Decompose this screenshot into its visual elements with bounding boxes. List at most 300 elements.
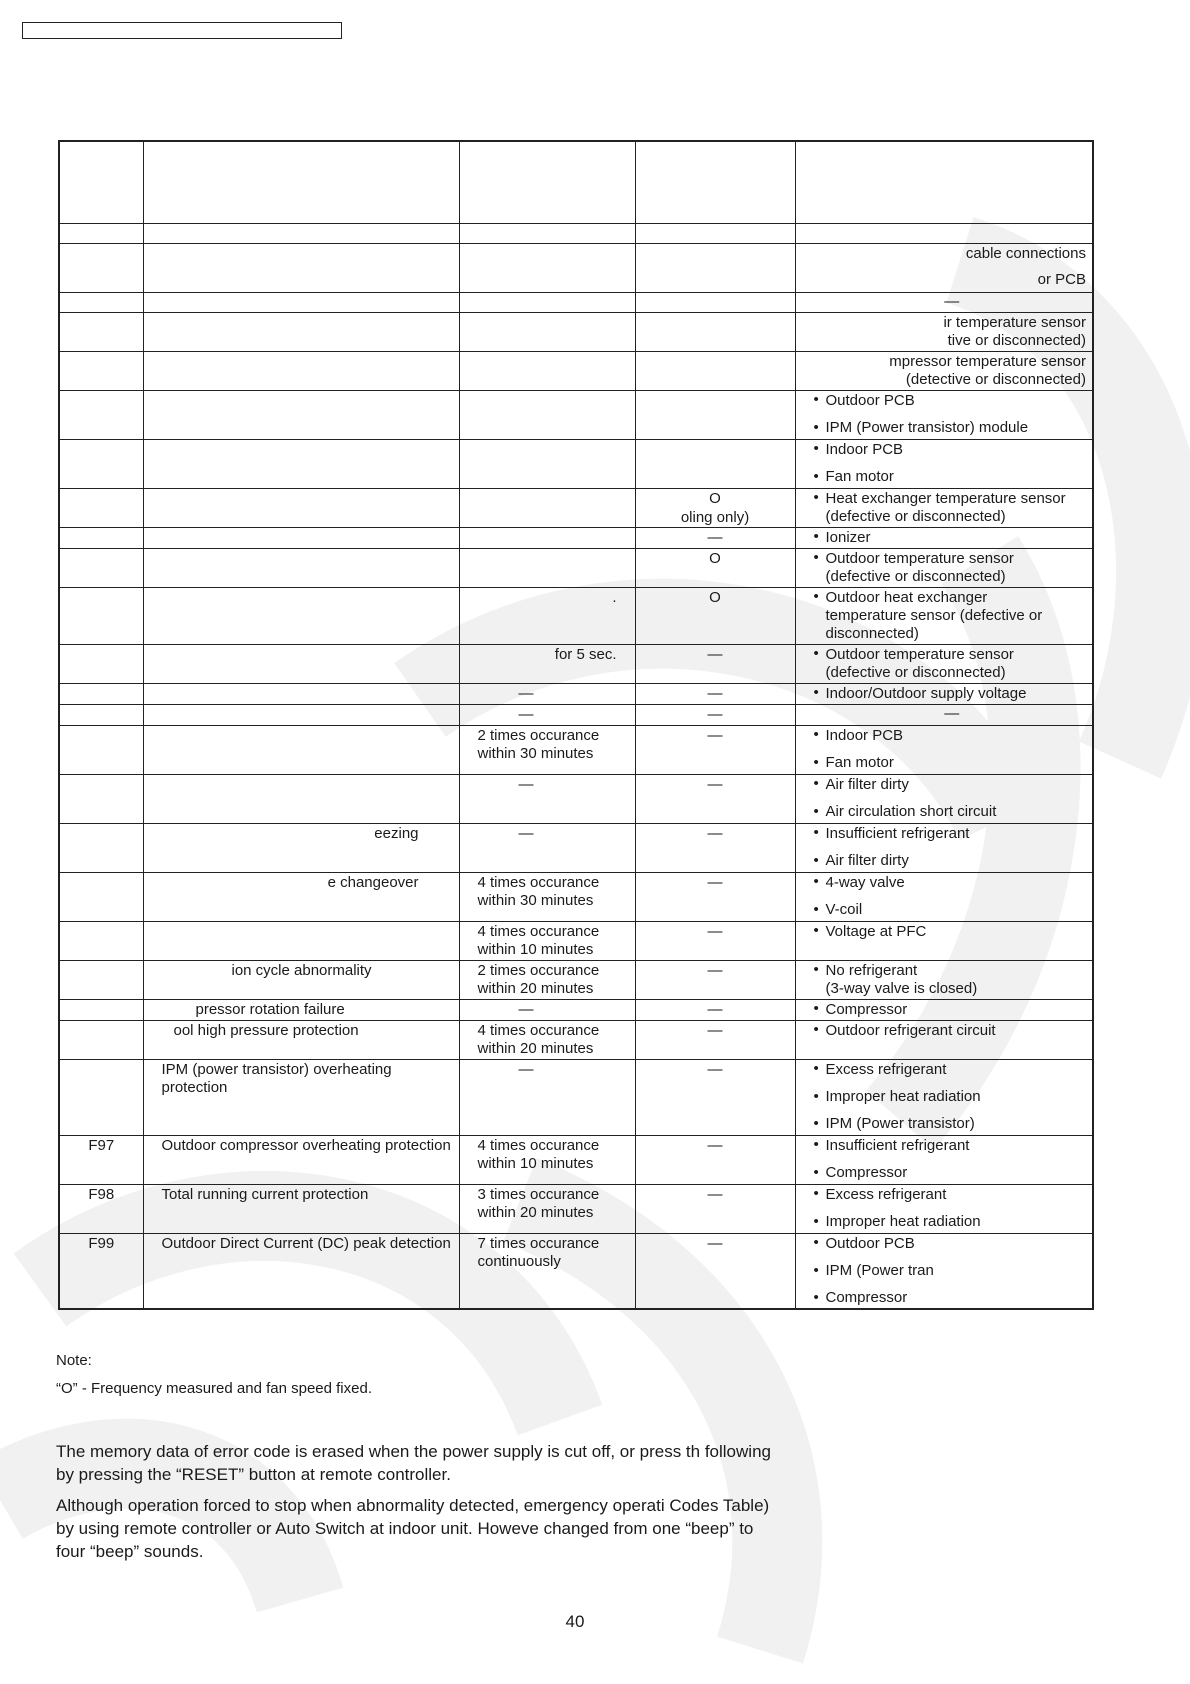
error-code: F98: [88, 1185, 115, 1203]
causes-cell: [795, 292, 1093, 312]
judgement-criteria: [478, 528, 635, 530]
judgement-criteria: .: [612, 588, 617, 606]
operation-mark: —: [707, 726, 723, 744]
error-code-cell: [59, 1135, 143, 1184]
cause-item: • Air circulation short circuit: [812, 803, 1093, 821]
causes-cell: [795, 312, 1093, 351]
operation-mark: O: [709, 588, 721, 606]
error-code-cell: [59, 1184, 143, 1233]
cause-item: • Air filter dirty: [812, 852, 1093, 870]
error-description: ool high pressure protection: [173, 1021, 359, 1039]
operation-mark: —: [707, 1021, 723, 1039]
operation-cell: [635, 1184, 795, 1233]
error-code-cell: [59, 548, 143, 587]
judgement-criteria: [478, 313, 635, 315]
cause-item: • IPM (Power tran: [812, 1262, 1093, 1280]
cause-item: • Outdoor refrigerant circuit: [812, 1021, 1093, 1040]
operation-cell: [635, 823, 795, 872]
judgement-cell: [459, 872, 635, 921]
judgement-cell: [459, 439, 635, 488]
operation-mark: —: [707, 1000, 723, 1018]
judgement-cell: [459, 527, 635, 548]
error-code-cell: [59, 1020, 143, 1059]
error-code: [60, 705, 143, 707]
error-code: [60, 588, 143, 590]
error-code: [60, 391, 143, 393]
judgement-cell: [459, 774, 635, 823]
description-cell: [143, 683, 459, 704]
description-cell: [143, 1184, 459, 1233]
judgement-cell: [459, 390, 635, 439]
judgement-criteria: —: [518, 824, 534, 842]
table-row: [59, 390, 1093, 439]
error-description: [162, 705, 459, 707]
description-cell: [143, 774, 459, 823]
error-code-cell: [59, 683, 143, 704]
description-cell: [143, 312, 459, 351]
cause-fragment: tive or disconnected): [947, 331, 1086, 349]
judgement-cell: [459, 141, 635, 223]
description-cell: [143, 725, 459, 774]
judgement-criteria: [478, 142, 635, 144]
description-cell: [143, 1135, 459, 1184]
operation-cell: [635, 439, 795, 488]
operation-cell: [635, 587, 795, 644]
operation-mark: —: [707, 961, 723, 979]
emergency-paragraph: Although operation forced to stop when abnormality detected, emergency operati Codes Table) by using remote controller or Auto Switch at indoor unit. Howeve changed from one “beep” to four “beep” sounds.: [56, 1496, 770, 1561]
description-cell: [143, 960, 459, 999]
table-row: [59, 1020, 1093, 1059]
description-cell: [143, 921, 459, 960]
judgement-criteria: 3 times occurance within 20 minutes: [477, 1185, 600, 1221]
cause-item: • Insufficient refrigerant: [812, 1136, 1093, 1155]
cause-item: • Indoor PCB: [812, 440, 1093, 459]
error-description: Outdoor Direct Current (DC) peak detection: [161, 1234, 451, 1252]
error-description: [162, 440, 459, 442]
operation-mark: [636, 313, 795, 315]
error-code: [60, 1021, 143, 1023]
causes-cell: [795, 390, 1093, 439]
error-code: [60, 313, 143, 315]
table-row: [59, 1233, 1093, 1309]
description-cell: [143, 1233, 459, 1309]
operation-cell: [635, 704, 795, 725]
operation-mark: —: [707, 1136, 723, 1154]
judgement-criteria: [478, 440, 635, 442]
error-code: [60, 961, 143, 963]
operation-cell: [635, 960, 795, 999]
operation-mark: —: [707, 824, 723, 842]
cause-item: • Indoor PCB: [812, 726, 1093, 745]
operation-mark: [636, 293, 795, 295]
error-code-cell: [59, 921, 143, 960]
causes-cell: [795, 243, 1093, 292]
description-cell: [143, 141, 459, 223]
error-description: Outdoor compressor overheating protection: [161, 1136, 451, 1154]
cause-fragment: or PCB: [1037, 270, 1086, 288]
table-row: [59, 292, 1093, 312]
description-cell: [143, 548, 459, 587]
error-code-cell: [59, 351, 143, 390]
page-number: 40: [565, 1612, 585, 1631]
cause-dash: —: [944, 292, 960, 310]
causes-cell: [795, 1135, 1093, 1184]
error-description: ion cycle abnormality: [231, 961, 372, 979]
description-cell: [143, 872, 459, 921]
operation-cell: [635, 872, 795, 921]
operation-mark: —: [707, 528, 723, 546]
operation-cell: [635, 1059, 795, 1135]
judgement-cell: [459, 292, 635, 312]
judgement-cell: [459, 548, 635, 587]
cause-item: • 4-way valve: [812, 873, 1093, 892]
causes-cell: [795, 872, 1093, 921]
operation-cell: [635, 223, 795, 243]
causes-cell: [795, 704, 1093, 725]
error-code-cell: [59, 872, 143, 921]
causes-cell: [795, 823, 1093, 872]
causes-cell: [795, 527, 1093, 548]
error-code: [60, 224, 143, 226]
error-code-cell: [59, 312, 143, 351]
error-description: [162, 726, 459, 728]
table-row: [59, 488, 1093, 527]
operation-cell: [635, 774, 795, 823]
operation-cell: [635, 725, 795, 774]
error-code: [60, 142, 143, 144]
note-text: “O” - Frequency measured and fan speed fixed.: [56, 1380, 372, 1397]
error-code-cell: [59, 774, 143, 823]
cause-continuation: (3-way valve is closed): [825, 979, 978, 997]
judgement-criteria: 7 times occurance continuously: [477, 1234, 600, 1270]
judgement-cell: [459, 312, 635, 351]
error-description: [162, 684, 459, 686]
error-description: [162, 293, 459, 295]
error-code: [60, 528, 143, 530]
causes-cell: [795, 1020, 1093, 1059]
error-code-cell: [59, 223, 143, 243]
table-row: [59, 704, 1093, 725]
cause-item: • Compressor: [812, 1289, 1093, 1307]
cause-item: • Air filter dirty: [812, 775, 1093, 794]
judgement-criteria: —: [518, 1060, 534, 1078]
table-row: [59, 243, 1093, 292]
operation-mark: [636, 440, 795, 442]
operation-cell: [635, 1020, 795, 1059]
causes-cell: [795, 1233, 1093, 1309]
table-row: [59, 921, 1093, 960]
error-code: [60, 293, 143, 295]
description-cell: [143, 587, 459, 644]
judgement-criteria: [478, 391, 635, 393]
description-cell: [143, 223, 459, 243]
table-row: [59, 999, 1093, 1020]
operation-cell: [635, 243, 795, 292]
error-code-cell: [59, 823, 143, 872]
error-description: Total running current protection: [161, 1185, 369, 1203]
cause-item: • Outdoor temperature sensor: [812, 549, 1093, 568]
operation-cell: [635, 292, 795, 312]
description-cell: [143, 488, 459, 527]
table-row: [59, 351, 1093, 390]
cause-item: • V-coil: [812, 901, 1093, 919]
cause-item: • Fan motor: [812, 754, 1093, 772]
table-row: [59, 774, 1093, 823]
operation-cell: [635, 527, 795, 548]
judgement-cell: [459, 921, 635, 960]
judgement-criteria: [478, 293, 635, 295]
judgement-criteria: [478, 549, 635, 551]
cause-item: • Compressor: [812, 1164, 1093, 1182]
causes-cell: [795, 439, 1093, 488]
judgement-cell: [459, 823, 635, 872]
cause-item: • Insufficient refrigerant: [812, 824, 1093, 843]
operation-mark: [636, 142, 795, 144]
judgement-criteria: 4 times occurance within 10 minutes: [477, 1136, 600, 1172]
operation-cell: [635, 1233, 795, 1309]
operation-mark: [636, 224, 795, 226]
error-code-cell: [59, 1059, 143, 1135]
causes-cell: [795, 141, 1093, 223]
operation-note: oling only): [680, 508, 750, 526]
operation-cell: [635, 999, 795, 1020]
error-code-cell: [59, 999, 143, 1020]
error-description: [162, 922, 459, 924]
error-code: [60, 775, 143, 777]
operation-mark: [636, 352, 795, 354]
judgement-criteria: [478, 224, 635, 226]
operation-cell: [635, 644, 795, 683]
cause-item: • No refrigerant: [812, 961, 1093, 980]
judgement-cell: [459, 587, 635, 644]
judgement-cell: [459, 1184, 635, 1233]
error-code-cell: [59, 439, 143, 488]
operation-mark: —: [707, 922, 723, 940]
judgement-cell: [459, 1020, 635, 1059]
description-cell: [143, 999, 459, 1020]
error-code-cell: [59, 704, 143, 725]
causes-cell: [795, 223, 1093, 243]
operation-mark: [636, 244, 795, 246]
causes-cell: [795, 1059, 1093, 1135]
causes-cell: [795, 960, 1093, 999]
error-code-cell: [59, 960, 143, 999]
operation-cell: [635, 921, 795, 960]
judgement-criteria: 4 times occurance within 10 minutes: [477, 922, 600, 958]
description-cell: [143, 527, 459, 548]
table-row: [59, 1059, 1093, 1135]
error-code: [60, 684, 143, 686]
judgement-cell: [459, 1135, 635, 1184]
error-code: [60, 244, 143, 246]
error-code: [60, 1000, 143, 1002]
table-row: [59, 683, 1093, 704]
error-code: [60, 726, 143, 728]
judgement-cell: [459, 999, 635, 1020]
error-description: [162, 352, 459, 354]
operation-mark: —: [707, 1185, 723, 1203]
error-code: [60, 873, 143, 875]
cause-item: • Outdoor temperature sensor: [812, 645, 1093, 664]
error-description: pressor rotation failure: [195, 1000, 345, 1018]
error-description: [162, 528, 459, 530]
description-cell: [143, 704, 459, 725]
description-cell: [143, 1020, 459, 1059]
operation-mark: [636, 391, 795, 393]
table-row: [59, 548, 1093, 587]
error-code-cell: [59, 587, 143, 644]
operation-cell: [635, 683, 795, 704]
cause-item: • Excess refrigerant: [812, 1185, 1093, 1204]
judgement-criteria: —: [518, 684, 534, 702]
operation-mark: —: [707, 1060, 723, 1078]
cause-item: • Improper heat radiation: [812, 1213, 1093, 1231]
cause-fragment: (detective or disconnected): [905, 370, 1086, 388]
error-code: [60, 352, 143, 354]
error-code: [60, 824, 143, 826]
error-code-cell: [59, 488, 143, 527]
cause-item: • IPM (Power transistor) module: [812, 419, 1093, 437]
table-row: [59, 223, 1093, 243]
causes-cell: [795, 548, 1093, 587]
error-code-cell: [59, 725, 143, 774]
cause-continuation: (defective or disconnected): [825, 663, 1006, 681]
error-code: [60, 922, 143, 924]
judgement-criteria: 4 times occurance within 20 minutes: [477, 1021, 600, 1057]
judgement-cell: [459, 351, 635, 390]
causes-cell: [795, 774, 1093, 823]
operation-cell: [635, 488, 795, 527]
cause-item: • Indoor/Outdoor supply voltage: [812, 684, 1093, 703]
operation-cell: [635, 312, 795, 351]
table-row: [59, 1184, 1093, 1233]
error-description: IPM (power transistor) overheating protection: [161, 1060, 392, 1096]
table-row: [59, 527, 1093, 548]
error-description: [162, 313, 459, 315]
operation-cell: [635, 141, 795, 223]
header-box: [22, 22, 342, 39]
description-cell: [143, 243, 459, 292]
judgement-cell: [459, 704, 635, 725]
error-description: [162, 645, 459, 647]
judgement-criteria: [478, 244, 635, 246]
judgement-cell: [459, 243, 635, 292]
error-description: [162, 142, 459, 144]
cause-continuation: (defective or disconnected): [825, 567, 1006, 585]
description-cell: [143, 292, 459, 312]
operation-mark: —: [707, 873, 723, 891]
description-cell: [143, 439, 459, 488]
error-code-cell: [59, 1233, 143, 1309]
judgement-criteria: [478, 352, 635, 354]
memory-paragraph: The memory data of error code is erased when the power supply is cut off, or press th following by pressing the “RESET” button at remote controller.: [56, 1442, 771, 1484]
judgement-cell: [459, 488, 635, 527]
error-code-cell: [59, 292, 143, 312]
error-description: e changeover: [327, 873, 419, 891]
table-row: [59, 1135, 1093, 1184]
cause-dash: —: [944, 704, 960, 722]
table-row: [59, 141, 1093, 223]
error-code: F97: [88, 1136, 115, 1154]
cause-item: • Ionizer: [812, 528, 1093, 547]
error-description: [162, 224, 459, 226]
judgement-criteria: —: [518, 705, 534, 723]
operation-mark: O: [709, 489, 721, 507]
operation-cell: [635, 351, 795, 390]
operation-mark: —: [707, 684, 723, 702]
error-code: F99: [88, 1234, 115, 1252]
judgement-criteria: for 5 sec.: [554, 645, 617, 663]
table-row: [59, 312, 1093, 351]
cause-item: • Outdoor PCB: [812, 391, 1093, 410]
table-row: [59, 823, 1093, 872]
judgement-criteria: 4 times occurance within 30 minutes: [477, 873, 600, 909]
causes-cell: [795, 1184, 1093, 1233]
error-description: eezing: [374, 824, 419, 842]
error-description: [162, 549, 459, 551]
table-row: [59, 725, 1093, 774]
cause-item: • Fan motor: [812, 468, 1093, 486]
error-description: [162, 244, 459, 246]
description-cell: [143, 823, 459, 872]
judgement-cell: [459, 1059, 635, 1135]
table-row: [59, 587, 1093, 644]
operation-cell: [635, 548, 795, 587]
judgement-cell: [459, 644, 635, 683]
cause-fragment: cable connections: [965, 244, 1086, 262]
judgement-cell: [459, 683, 635, 704]
judgement-criteria: 2 times occurance within 20 minutes: [477, 961, 600, 997]
table-row: [59, 644, 1093, 683]
judgement-cell: [459, 223, 635, 243]
error-description: [162, 588, 459, 590]
operation-cell: [635, 1135, 795, 1184]
causes-cell: [795, 921, 1093, 960]
operation-mark: —: [707, 1234, 723, 1252]
error-code-cell: [59, 644, 143, 683]
operation-mark: —: [707, 645, 723, 663]
cause-item: • Excess refrigerant: [812, 1060, 1093, 1079]
error-code: [60, 1060, 143, 1062]
cause-continuation: (defective or disconnected): [825, 507, 1006, 525]
causes-cell: [795, 488, 1093, 527]
judgement-cell: [459, 1233, 635, 1309]
cause-continuation: temperature sensor (defective or disconnected): [825, 606, 1043, 642]
causes-cell: [795, 725, 1093, 774]
error-code: [60, 645, 143, 647]
operation-cell: [635, 390, 795, 439]
error-code-cell: [59, 527, 143, 548]
table-row: [59, 960, 1093, 999]
causes-cell: [795, 587, 1093, 644]
description-cell: [143, 390, 459, 439]
judgement-criteria: —: [518, 775, 534, 793]
operation-mark: —: [707, 705, 723, 723]
cause-fragment: mpressor temperature sensor: [889, 352, 1086, 370]
error-description: [162, 391, 459, 393]
judgement-cell: [459, 960, 635, 999]
cause-fragment: ir temperature sensor: [943, 313, 1086, 331]
description-cell: [143, 351, 459, 390]
error-code-cell: [59, 390, 143, 439]
causes-cell: [795, 351, 1093, 390]
cause-item: • Voltage at PFC: [812, 922, 1093, 941]
operation-mark: —: [707, 775, 723, 793]
error-code: [60, 440, 143, 442]
error-code: [60, 549, 143, 551]
cause-item: • Outdoor PCB: [812, 1234, 1093, 1253]
error-code-table: [58, 140, 1094, 1310]
